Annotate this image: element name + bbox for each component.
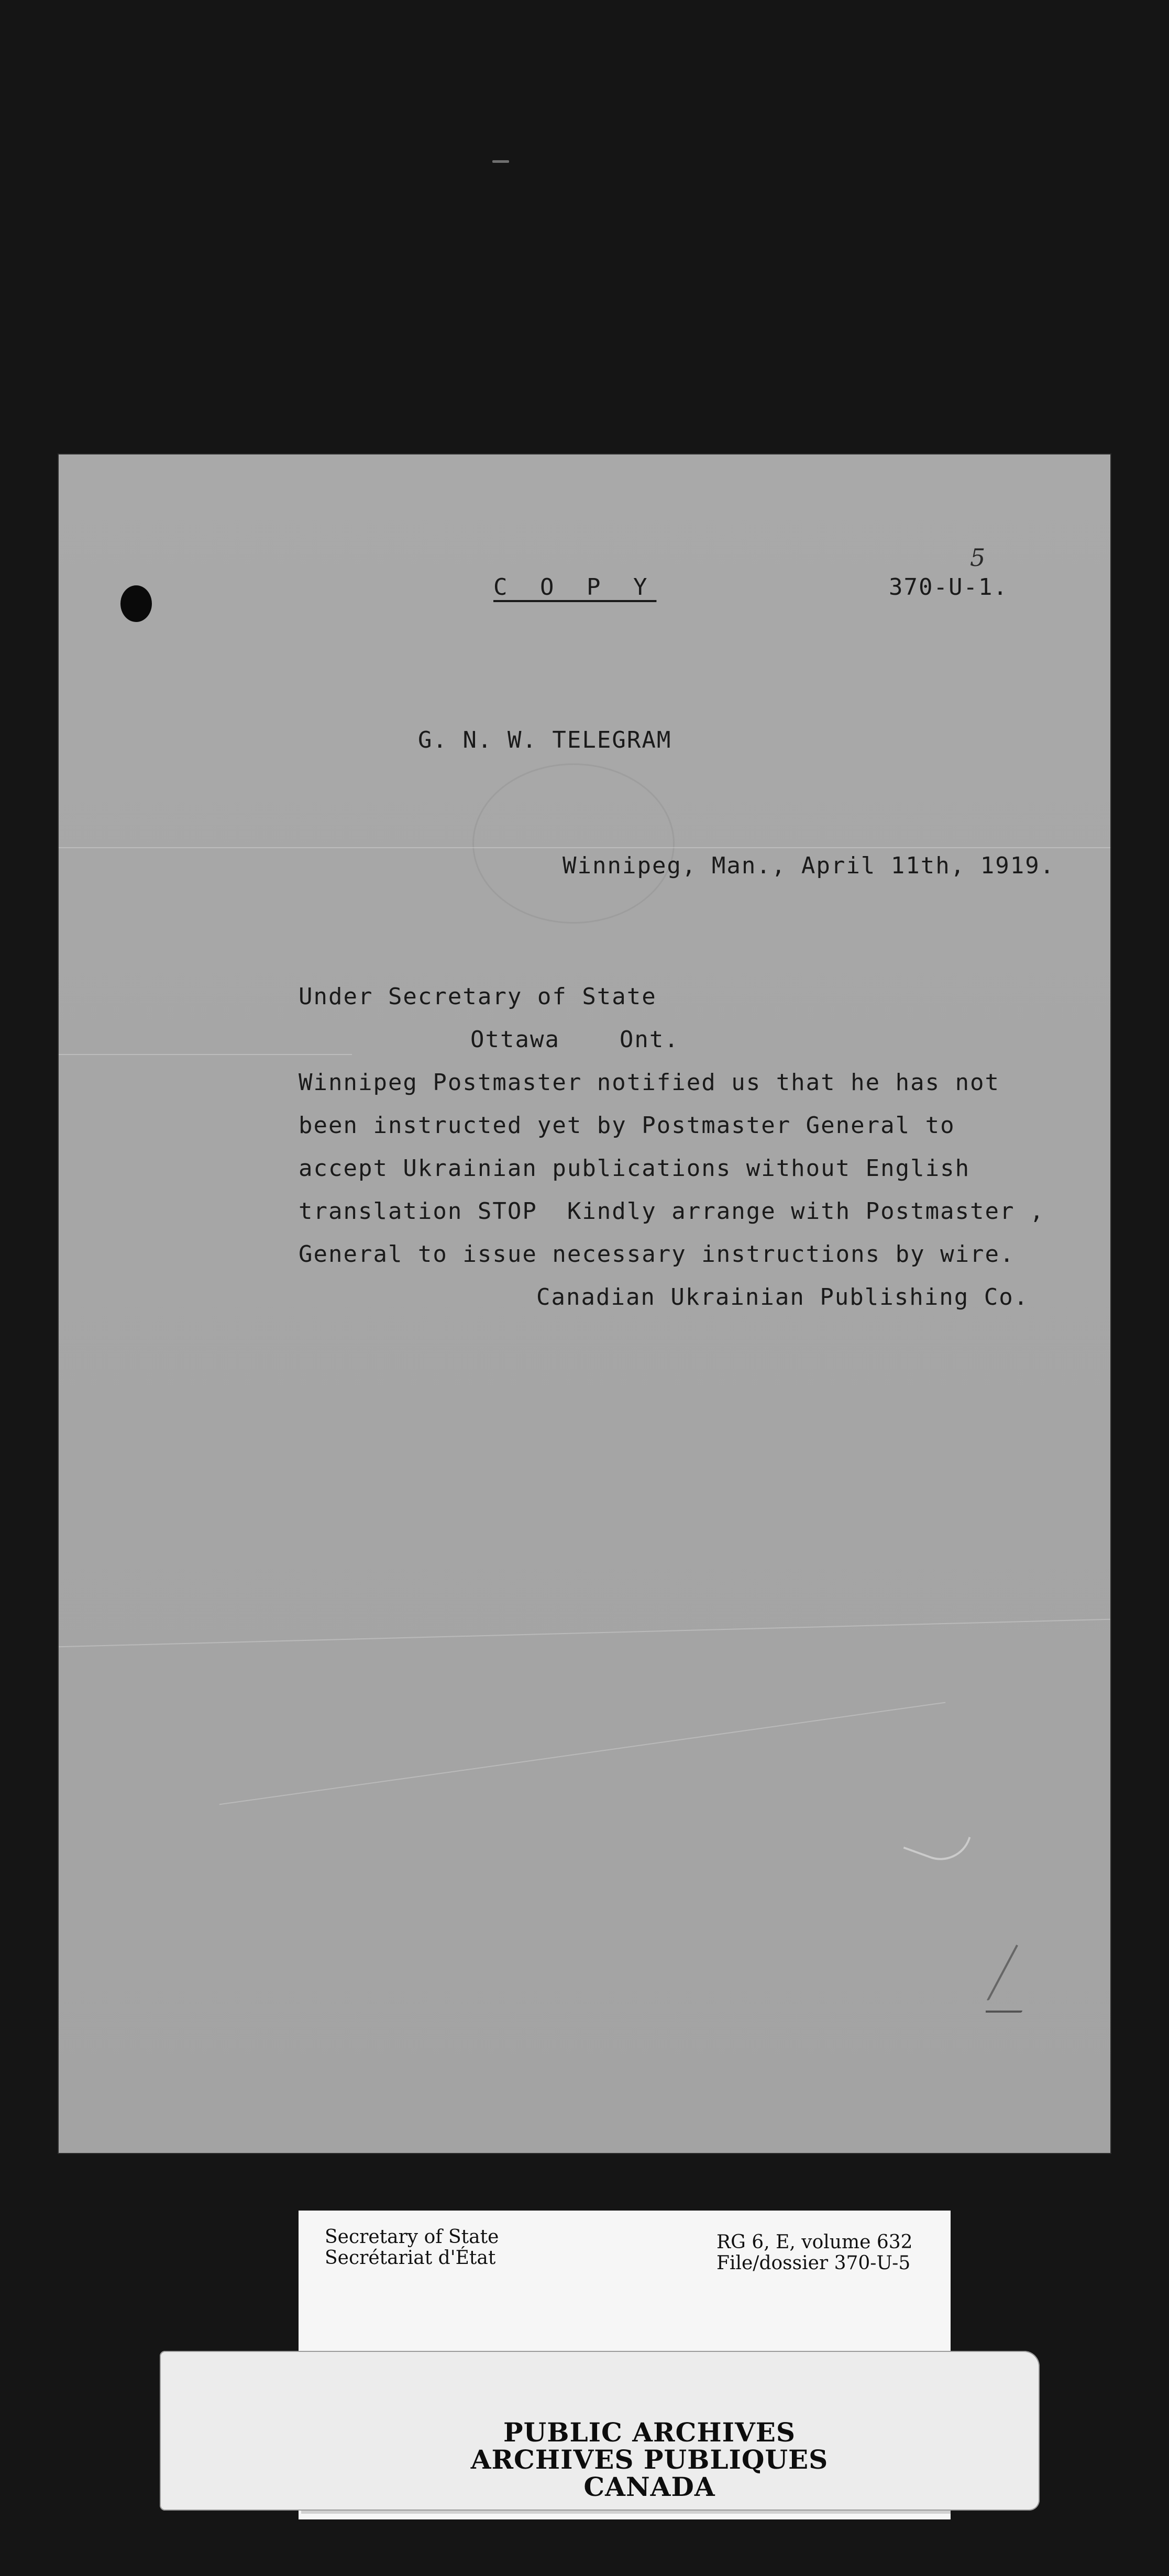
sender-signature: Canadian Ukrainian Publishing Co. xyxy=(536,1284,1029,1311)
volume-reference: RG 6, E, volume 632 xyxy=(716,2231,913,2253)
paper-crease xyxy=(219,1702,946,1805)
department-english: Secretary of State xyxy=(325,2226,499,2248)
message-line: translation STOP Kindly arrange with Postmaster , xyxy=(299,1198,1045,1225)
message-line: General to issue necessary instructions by wire. xyxy=(299,1241,1015,1268)
copy-title: C O P Y xyxy=(493,574,657,601)
file-reference: 370-U-1. xyxy=(889,574,1008,601)
message-line: been instructed yet by Postmaster General to xyxy=(299,1112,955,1139)
stamp-line: CANADA xyxy=(583,2471,715,2502)
punch-hole xyxy=(120,585,152,622)
public-archives-stamp xyxy=(377,2419,922,2501)
pen-mark xyxy=(903,1817,971,1869)
dust-speck xyxy=(492,160,509,163)
faint-stamp-impression xyxy=(472,763,675,924)
folio-number: 5 xyxy=(970,543,986,572)
addressee-location: Ottawa Ont. xyxy=(470,1026,679,1053)
pen-mark xyxy=(986,2011,1022,2013)
paper-crease xyxy=(59,1619,1110,1648)
department-french: Secrétariat d'État xyxy=(325,2247,496,2269)
message-line: accept Ukrainian publications without English xyxy=(299,1155,971,1182)
file-reference-label: File/dossier 370-U-5 xyxy=(716,2252,911,2274)
pen-mark xyxy=(987,1945,1018,2001)
place-date: Winnipeg, Man., April 11th, 1919. xyxy=(563,852,1055,879)
paper-crease xyxy=(59,847,1110,848)
stamp-line: PUBLIC ARCHIVES xyxy=(503,2417,796,2448)
card-edge xyxy=(301,2511,951,2514)
stamp-line: ARCHIVES PUBLIQUES xyxy=(470,2444,829,2475)
addressee-title: Under Secretary of State xyxy=(299,983,657,1010)
message-line: Winnipeg Postmaster notified us that he has not xyxy=(299,1069,1000,1096)
paper-crease xyxy=(59,1054,352,1055)
telegram-heading: G. N. W. TELEGRAM xyxy=(418,727,672,753)
telegram-page xyxy=(59,454,1110,2153)
